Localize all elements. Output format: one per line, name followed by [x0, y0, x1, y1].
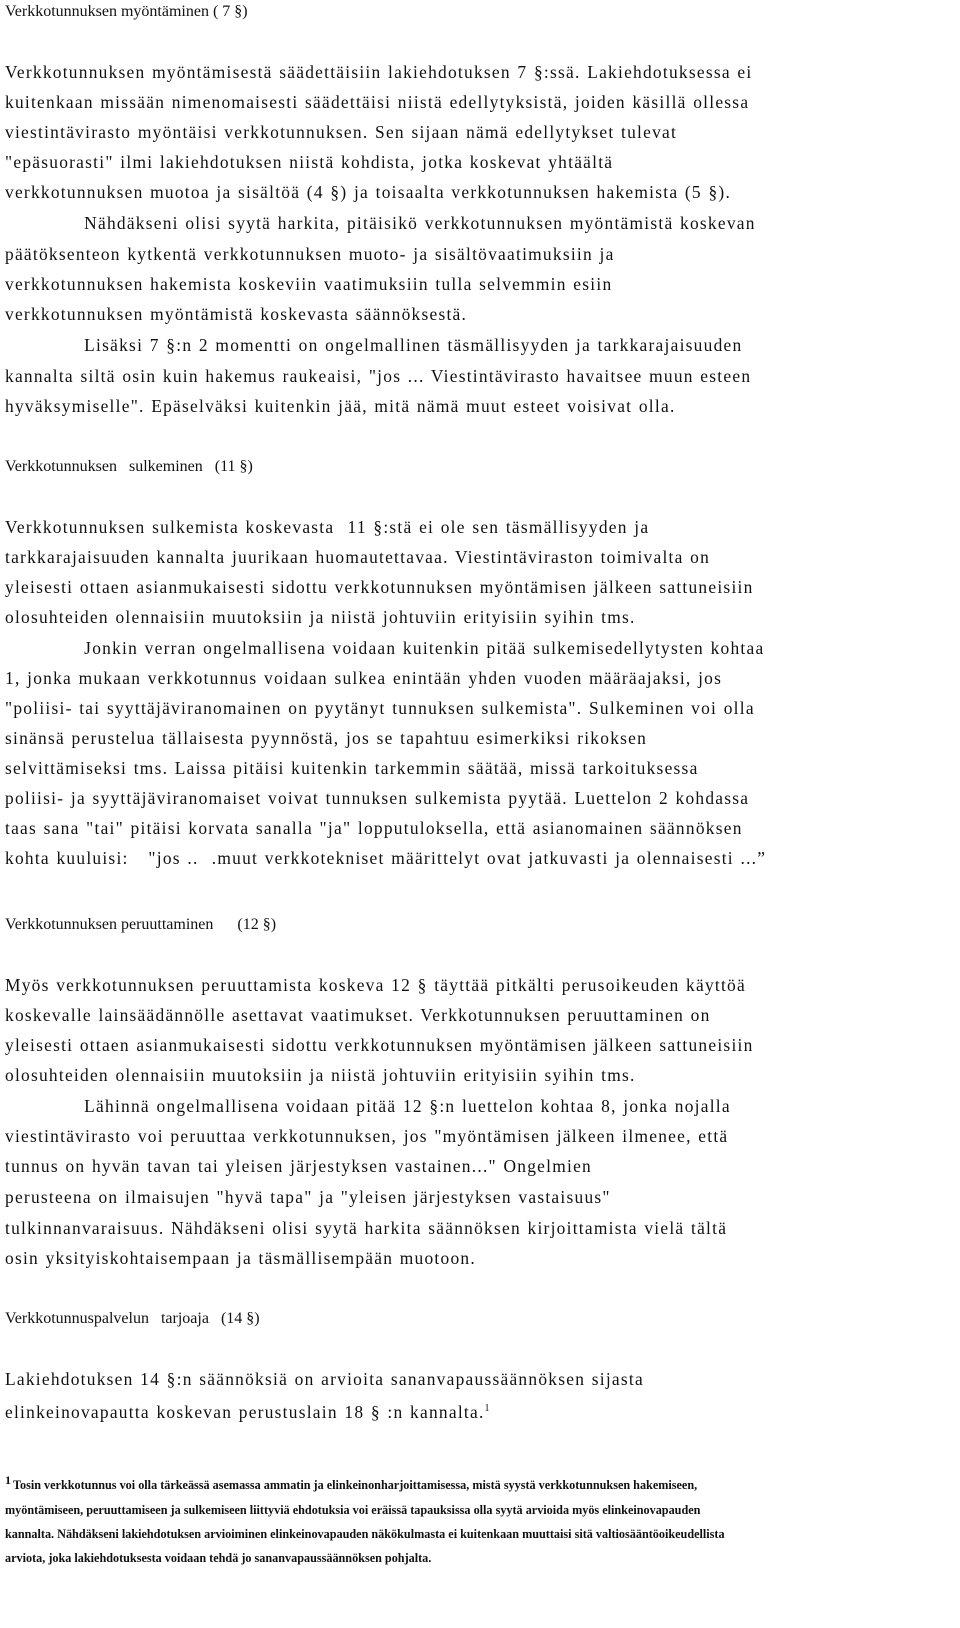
- footnote-text: Tosin verkkotunnus voi olla tärkeässä asemassa ammatin ja elinkeinonharjoittamisessa, mistä syystä verkkotunnuksen hakemiseen,: [13, 1478, 698, 1493]
- paragraph-line: 1, jonka mukaan verkkotunnus voidaan sulkea enintään yhden vuoden määräajaksi, jos: [5, 668, 723, 688]
- footnote-line: [5, 1472, 697, 1493]
- paragraph-line: tarkkarajaisuuden kannalta juurikaan huomautettavaa. Viestintäviraston toimivalta on: [5, 547, 711, 567]
- section-heading-sulkeminen: Verkkotunnuksen sulkeminen (11 §): [5, 458, 253, 475]
- paragraph-line-text: elinkeinovapautta koskevan perustuslain 18 § :n kannalta.: [5, 1401, 485, 1422]
- paragraph-line: Lisäksi 7 §:n 2 momentti on ongelmallinen täsmällisyyden ja tarkkarajaisuuden: [5, 335, 743, 355]
- paragraph-line: kannalta siltä osin kuin hakemus raukeaisi, "jos ... Viestintävirasto havaitsee muun esteen: [5, 366, 752, 386]
- paragraph-line: [5, 1398, 490, 1423]
- paragraph-line: kohta kuuluisi: "jos .. .muut verkkotekniset määrittelyt ovat jatkuvasti ja olennaisesti ...”: [5, 848, 767, 868]
- paragraph-line: osin yksityiskohtaisempaan ja täsmällisempään muotoon.: [5, 1248, 476, 1268]
- footnote-reference[interactable]: 1: [484, 1403, 490, 1414]
- paragraph-line: poliisi- ja syyttäjäviranomaiset voivat tunnuksen sulkemista pyytää. Luettelon 2 kohdassa: [5, 788, 750, 808]
- paragraph-line: kuitenkaan missään nimenomaisesti säädettäisi niistä edellytyksistä, joiden käsillä ollessa: [5, 92, 750, 112]
- paragraph-line: tulkinnanvaraisuus. Nähdäkseni olisi syytä harkita säännöksen kirjoittamista vielä tältä: [5, 1218, 728, 1238]
- footnote-line: myöntämiseen, peruuttamiseen ja sulkemiseen liittyviä ehdotuksia voi eräissä tapauksissa olla syytä arvioida myös elinkeinovapauden: [5, 1503, 701, 1517]
- paragraph-line: koskevalle lainsäädännölle asettavat vaatimukset. Verkkotunnuksen peruuttaminen on: [5, 1005, 711, 1025]
- paragraph-line: päätöksenteon kytkentä verkkotunnuksen muoto- ja sisältövaatimuksiin ja: [5, 244, 615, 264]
- paragraph-line: tunnus on hyvän tavan tai yleisen järjestyksen vastainen..." Ongelmien: [5, 1156, 593, 1176]
- paragraph-line: Jonkin verran ongelmallisena voidaan kuitenkin pitää sulkemisedellytysten kohtaa: [5, 638, 765, 658]
- paragraph-line: "poliisi- tai syyttäjäviranomainen on pyytänyt tunnuksen sulkemista". Sulkeminen voi olla: [5, 698, 755, 718]
- paragraph-line: yleisesti ottaen asianmukaisesti sidottu verkkotunnuksen myöntämisen jälkeen sattuneisiin: [5, 1035, 754, 1055]
- paragraph-line: yleisesti ottaen asianmukaisesti sidottu verkkotunnuksen myöntämisen jälkeen sattuneisiin: [5, 577, 754, 597]
- paragraph-line: Lähinnä ongelmallisena voidaan pitää 12 §:n luettelon kohtaa 8, jonka nojalla: [5, 1096, 731, 1116]
- footnote-number: 1: [5, 1473, 11, 1487]
- paragraph-line: Myös verkkotunnuksen peruuttamista koskeva 12 § täyttää pitkälti perusoikeuden käyttöä: [5, 975, 746, 995]
- section-heading-myontaminen: Verkkotunnuksen myöntäminen ( 7 §): [5, 3, 248, 20]
- section-heading-peruuttaminen: Verkkotunnuksen peruuttaminen (12 §): [5, 916, 277, 933]
- paragraph-line: selvittämiseksi tms. Laissa pitäisi kuitenkin tarkemmin säätää, missä tarkoituksessa: [5, 758, 699, 778]
- paragraph-line: verkkotunnuksen hakemista koskeviin vaatimuksiin tulla selvemmin esiin: [5, 274, 613, 294]
- footnote-line: kannalta. Nähdäkseni lakiehdotuksen arvioiminen elinkeinovapauden näkökulmasta ei kuitenkaan muuttaisi sitä valtiosääntöoikeudellista: [5, 1527, 725, 1541]
- paragraph-line: hyväksymiselle". Epäselväksi kuitenkin jää, mitä nämä muut esteet voisivat olla.: [5, 396, 676, 416]
- paragraph-line: olosuhteiden olennaisiin muutoksiin ja niistä johtuviin erityisiin syihin tms.: [5, 1065, 636, 1085]
- paragraph-line: Lakiehdotuksen 14 §:n säännöksiä on arvioita sananvapaussäännöksen sijasta: [5, 1369, 644, 1389]
- paragraph-line: "epäsuorasti" ilmi lakiehdotuksen niistä kohdista, jotka koskevat yhtäältä: [5, 152, 614, 172]
- paragraph-line: viestintävirasto myöntäisi verkkotunnuksen. Sen sijaan nämä edellytykset tulevat: [5, 122, 678, 142]
- footnote-line: arviota, joka lakiehdotuksesta voidaan tehdä jo sananvapaussäännöksen pohjalta.: [5, 1551, 432, 1565]
- paragraph-line: Verkkotunnuksen myöntämisestä säädettäisiin lakiehdotuksen 7 §:ssä. Lakiehdotuksessa ei: [5, 62, 753, 82]
- paragraph-line: verkkotunnuksen muotoa ja sisältöä (4 §) ja toisaalta verkkotunnuksen hakemista (5 §).: [5, 182, 732, 202]
- paragraph-line: Nähdäkseni olisi syytä harkita, pitäisikö verkkotunnuksen myöntämistä koskevan: [5, 213, 756, 233]
- paragraph-line: perusteena on ilmaisujen "hyvä tapa" ja "yleisen järjestyksen vastaisuus": [5, 1187, 611, 1207]
- paragraph-line: viestintävirasto voi peruuttaa verkkotunnuksen, jos "myöntämisen jälkeen ilmenee, että: [5, 1126, 729, 1146]
- paragraph-line: Verkkotunnuksen sulkemista koskevasta 11 §:stä ei ole sen täsmällisyyden ja: [5, 517, 650, 537]
- paragraph-line: taas sana "tai" pitäisi korvata sanalla "ja" lopputuloksella, että asianomainen säännöksen: [5, 818, 743, 838]
- paragraph-line: sinänsä perustelua tällaisesta pyynnöstä, jos se tapahtuu esimerkiksi rikoksen: [5, 728, 648, 748]
- paragraph-line: olosuhteiden olennaisiin muutoksiin ja niistä johtuviin erityisiin syihin tms.: [5, 607, 636, 627]
- paragraph-line: verkkotunnuksen myöntämistä koskevasta säännöksestä.: [5, 304, 468, 324]
- section-heading-palvelun-tarjoaja: Verkkotunnuspalvelun tarjoaja (14 §): [5, 1310, 260, 1327]
